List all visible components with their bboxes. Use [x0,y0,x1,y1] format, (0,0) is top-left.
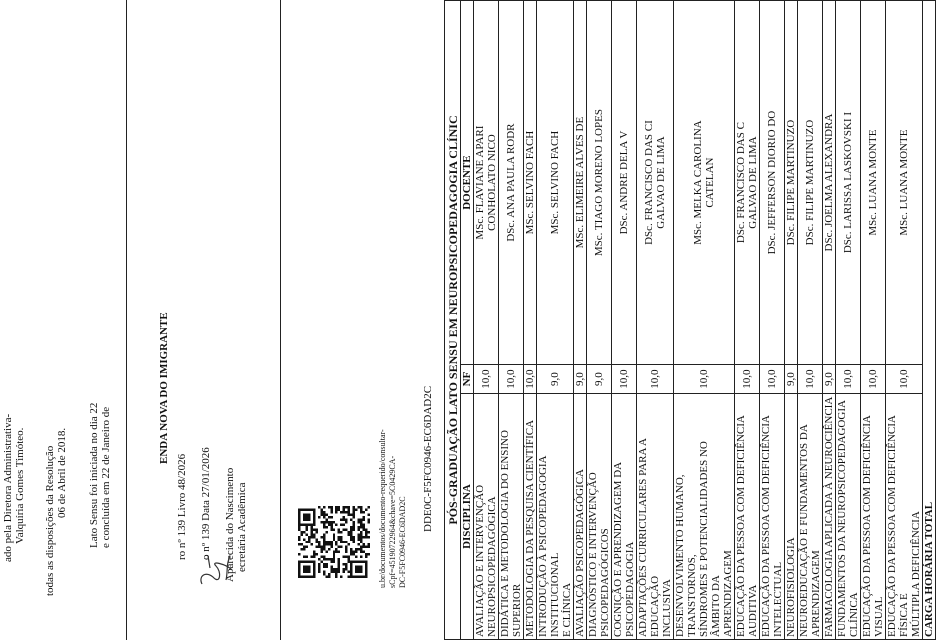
discipline-cell [637,394,674,640]
teacher-name: MSc. TIAGO MORENO LOPES [593,109,605,257]
handwritten-signature [196,550,240,590]
teacher-cell [798,1,823,365]
table-row [823,1,836,640]
teacher-cell [574,1,587,365]
teacher-name: MSc. LUANA MONTE [867,129,879,236]
discipline-cell [785,394,798,640]
grade-cell: 10,0 [798,365,823,394]
grade-cell: 10,0 [612,365,637,394]
table-row [612,1,637,640]
table-row [587,1,612,640]
table-row [760,1,785,640]
discipline-cell [886,394,923,640]
teacher-cell [524,1,537,365]
discipline-name: NEUROPSICOPEDAGÓGICA [486,496,498,637]
teacher-cell [760,1,785,365]
teacher-name: DSc. FILIPE MARTINUZO [804,119,816,246]
teacher-name: CONHOLATO NICO [486,134,498,231]
section-divider [126,0,127,640]
teacher-name: CATELAN [704,157,716,208]
teacher-name: DSc. FRANCISCO DAS C [735,122,747,244]
grade-cell: 10,0 [836,365,861,394]
teacher-cell [674,1,735,365]
table-caption: PÓS-GRADUAÇÃO LATO SENSU EM NEUROPSICOPEDAGOGIA CLÍNIC [445,1,461,640]
table-row [574,1,587,640]
discipline-name: AVALIAÇÃO E INTERVENÇÃO [474,484,486,637]
grade-cell: 10,0 [735,365,760,394]
grade-cell: 10,0 [760,365,785,394]
discipline-name: FUNDAMENTOS DA NEUROPSICOPEDAGOGIA [836,400,848,637]
discipline-name: NEUROEDUCAÇÃO E FUNDAMENTOS DA [798,424,810,637]
grade-cell: 9,0 [587,365,612,394]
discipline-cell [574,394,587,640]
teacher-name: DSc. FRANCISCO DAS CI [643,120,655,245]
discipline-name: EDUCAÇÃO DA PESSOA COM DEFICIÊNCIA FÍSICA E [886,415,910,637]
discipline-name: INTRODUÇÃO À PSICOPEDAGOGIA INSTITUCIONAL [537,456,561,637]
teacher-name: MSc. SELVINO FACH [524,130,536,235]
discipline-name: METODOLOGIA DA PESQUISA CIENTÍFICA [524,419,536,637]
teacher-name: MSc. LUANA MONTE [898,129,910,236]
grades-table [444,0,936,640]
discipline-name: PSICOPEDAGÓGICOS [599,528,611,637]
verification-url-line: sCpf=45190722964&chave=5C0429CA- [388,455,397,588]
header-docente: DOCENTE [461,1,474,365]
discipline-cell [735,394,760,640]
table-row [537,1,574,640]
section-divider [280,0,281,640]
table-row [785,1,798,640]
grades-table-wrapper [444,0,936,640]
grade-cell: 9,0 [537,365,574,394]
table-row [886,1,923,640]
registry-title: ENDA NOVA DO IMIGRANTE [158,312,170,464]
teacher-name: DSc. ANDRE DELA V [618,130,630,235]
discipline-name: DIDÁTICA E METODOLOGIA DO ENSINO SUPERIOR [499,430,523,637]
teacher-cell [587,1,612,365]
certificate-text-area [0,0,434,640]
grade-cell: 10,0 [674,365,735,394]
discipline-cell [474,394,499,640]
teacher-cell [637,1,674,365]
discipline-name: DESENVOLVIMENTO HUMANO, TRANSTORNOS, [674,474,698,637]
discipline-name: EDUCAÇÃO DA PESSOA COM DEFICIÊNCIA [760,415,772,637]
signature-note-line: Valquíria Gomes Timóteo. [14,427,26,544]
teacher-cell [499,1,524,365]
course-dates-line: Lato Sensu foi iniciada no dia 22 [88,402,100,548]
teacher-name: MSc. ELIMEIRE ALVES DE [574,116,586,249]
teacher-name: DSc. JOELMA ALEXANDRA [823,113,835,252]
table-row [499,1,524,640]
table-row [674,1,735,640]
discipline-name: AUDITIVA [747,584,759,637]
table-row [474,1,499,640]
total-label: CARGA HORÁRIA TOTAL [923,1,936,640]
qr-code-icon [298,506,370,578]
discipline-name: FARMACOLOGIA APLICADA À NEUROCIÊNCIA [823,396,835,637]
teacher-cell [886,1,923,365]
teacher-name: DSc. LARISSA LASKOVSKI I [842,111,854,254]
discipline-cell [836,394,861,640]
grade-cell: 9,0 [574,365,587,394]
verification-code: DDE0C-F5FC0946-EC6DAD2C [422,385,434,532]
table-row [735,1,760,640]
grade-cell: 10,0 [886,365,923,394]
teacher-cell [735,1,760,365]
grade-cell: 10,0 [499,365,524,394]
header-disciplina: DISCIPLINA [461,394,474,640]
discipline-name: APRENDIZAGEM [722,550,734,637]
discipline-name: INCLUSIVA [661,579,673,637]
discipline-cell [499,394,524,640]
discipline-name: EDUCAÇÃO DA PESSOA COM DEFICIÊNCIA [735,415,747,637]
teacher-name: DSc. JEFFERSON DIORIO DO [766,110,778,255]
discipline-name: AVALIAÇÃO PSICOPEDAGÓGICA [574,469,586,637]
resolution-line: 06 de Abril de 2018. [56,427,68,518]
table-body [474,1,923,640]
resolution-line: todas as disposições da Resolução [44,445,56,596]
discipline-cell [823,394,836,640]
teacher-cell [836,1,861,365]
table-row [637,1,674,640]
discipline-name: ADAPTAÇÕES CURRICULARES PARA A EDUCAÇÃO [637,438,661,637]
grade-cell: 9,0 [823,365,836,394]
table-row [524,1,537,640]
signature-note-line: ado pela Diretora Administrativa- [2,413,14,562]
table-row [798,1,823,640]
discipline-name: DIAGNÓSTICO E INTERVENÇÃO [587,472,599,637]
discipline-name: APRENDIZAGEM [810,550,822,637]
discipline-cell [612,394,637,640]
verification-url-line: u.br/documentos/documento-requerido/consultar- [378,429,387,588]
grade-cell: 10,0 [861,365,886,394]
discipline-name: NEUROFISIOLOGIA [785,537,797,637]
registry-line: ro nº 139 Livro 48/2026 [176,453,188,560]
grade-cell: 9,0 [785,365,798,394]
teacher-name: GALVAO DE LIMA [747,136,759,229]
verification-url-line: DC-F5FC0946-EC6DAD2C [398,496,407,588]
teacher-cell [474,1,499,365]
discipline-name: SÍNDROMES E POTENCIALIDADES NO ÂMBITO DA [698,441,722,637]
table-row [861,1,886,640]
teacher-name: DSc. FILIPE MARTINUZO [785,119,797,246]
discipline-cell [587,394,612,640]
teacher-cell [861,1,886,365]
grade-cell: 10,0 [524,365,537,394]
teacher-cell [785,1,798,365]
discipline-name: EDUCAÇÃO DA PESSOA COM DEFICIÊNCIA VISUAL [861,415,885,637]
discipline-name: MÚLTIPLA DEFICIÊNCIA [910,511,922,637]
discipline-cell [524,394,537,640]
discipline-name: CLÍNICA [848,592,860,637]
discipline-cell [674,394,735,640]
teacher-cell [537,1,574,365]
table-row [836,1,861,640]
discipline-cell [760,394,785,640]
registry-line: Aparecida do Nascimento [224,467,236,582]
discipline-name: INTELECTUAL [772,561,784,637]
teacher-cell [612,1,637,365]
teacher-name: MSc. SELVINO FACH [549,130,561,235]
teacher-name: DSc. ANA PAULA RODR [505,123,517,242]
discipline-cell [798,394,823,640]
teacher-name: MSc. FLAVIANE APARI [474,125,486,240]
teacher-name: MSc. MELKA CAROLINA [692,120,704,245]
header-nf: NF [461,365,474,394]
discipline-cell [861,394,886,640]
teacher-name: GALVAO DE LIMA [655,136,667,229]
course-dates-line: e concluída em 22 de Janeiro de [100,406,112,548]
discipline-name: COGNIÇÃO E APRENDIZAGEM DA PSICOPEDAGOGIA [612,462,636,637]
grade-cell: 10,0 [474,365,499,394]
registry-line: ecretária Acadêmica [236,482,248,572]
discipline-name: E CLÍNICA [561,582,573,637]
teacher-cell [823,1,836,365]
grade-cell: 10,0 [637,365,674,394]
discipline-cell [537,394,574,640]
registry-line: o nº 139 Data 27/01/2026 [200,447,212,560]
